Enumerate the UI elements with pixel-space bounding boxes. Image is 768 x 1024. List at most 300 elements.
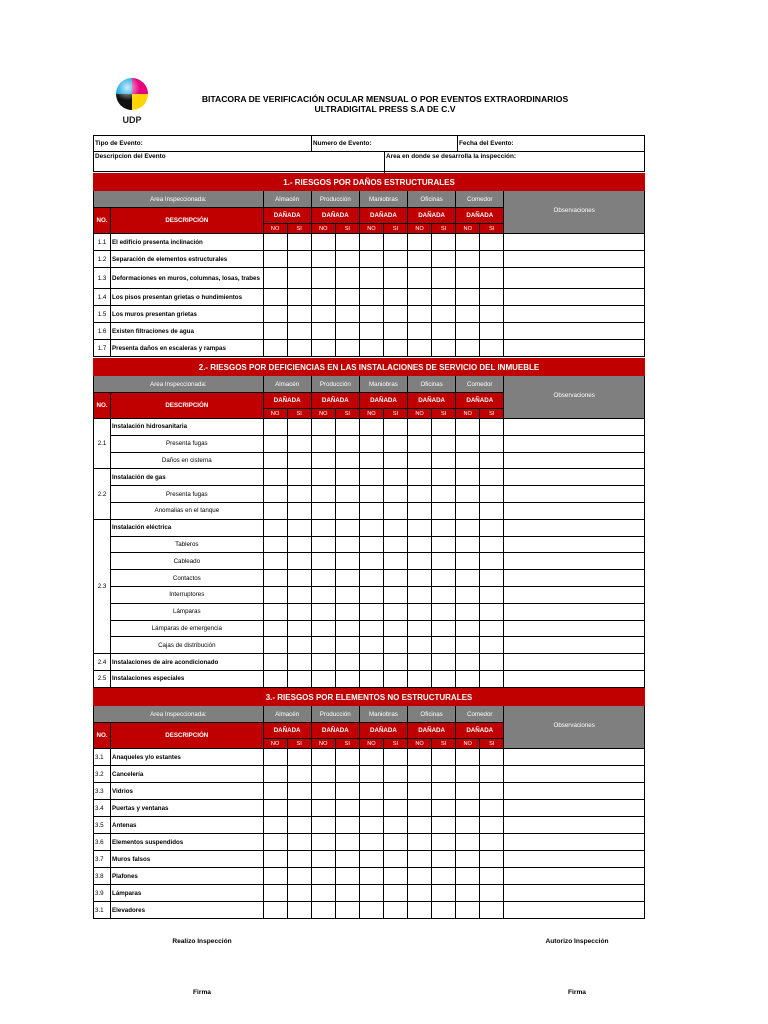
checkbox-cell-1-3-no[interactable] — [408, 570, 432, 587]
checkbox-cell-2-2-no[interactable] — [359, 902, 383, 919]
checkbox-cell-2-2-si[interactable] — [383, 834, 407, 851]
checkbox-cell-1-0-si[interactable] — [287, 603, 311, 620]
checkbox-cell-2-1-no[interactable] — [311, 902, 335, 919]
checkbox-cell-1-4-no[interactable] — [456, 553, 480, 570]
checkbox-cell-1-4-no[interactable] — [456, 637, 480, 654]
checkbox-cell-1-4-si[interactable] — [480, 553, 504, 570]
checkbox-cell-2-2-si[interactable] — [383, 783, 407, 800]
checkbox-cell-2-4-si[interactable] — [480, 783, 504, 800]
checkbox-cell-1-3-no[interactable] — [408, 536, 432, 553]
checkbox-cell-2-0-no[interactable] — [263, 749, 287, 766]
checkbox-cell-2-3-no[interactable] — [408, 783, 432, 800]
checkbox-cell-2-3-si[interactable] — [432, 851, 456, 868]
checkbox-cell-0-4-si[interactable] — [480, 340, 504, 357]
checkbox-cell-1-3-si[interactable] — [432, 654, 456, 671]
checkbox-cell-1-0-si[interactable] — [287, 620, 311, 637]
checkbox-cell-1-0-no[interactable] — [263, 519, 287, 536]
observations-cell[interactable] — [504, 234, 645, 251]
observations-cell[interactable] — [504, 670, 645, 687]
observations-cell[interactable] — [504, 435, 645, 452]
checkbox-cell-1-3-si[interactable] — [432, 670, 456, 687]
checkbox-cell-0-2-no[interactable] — [359, 251, 383, 268]
checkbox-cell-1-3-si[interactable] — [432, 586, 456, 603]
checkbox-cell-2-4-no[interactable] — [456, 783, 480, 800]
checkbox-cell-2-1-si[interactable] — [335, 885, 359, 902]
checkbox-cell-1-4-no[interactable] — [456, 419, 480, 436]
checkbox-cell-1-4-no[interactable] — [456, 670, 480, 687]
checkbox-cell-1-0-no[interactable] — [263, 586, 287, 603]
event-description-label[interactable]: Descripcion del Evento — [95, 153, 166, 160]
checkbox-cell-0-3-no[interactable] — [408, 251, 432, 268]
checkbox-cell-0-3-si[interactable] — [432, 268, 456, 289]
checkbox-cell-2-3-no[interactable] — [408, 817, 432, 834]
checkbox-cell-0-2-no[interactable] — [359, 268, 383, 289]
checkbox-cell-1-4-no[interactable] — [456, 486, 480, 503]
checkbox-cell-1-1-no[interactable] — [311, 486, 335, 503]
checkbox-cell-1-4-si[interactable] — [480, 586, 504, 603]
checkbox-cell-1-4-si[interactable] — [480, 637, 504, 654]
checkbox-cell-0-2-si[interactable] — [383, 251, 407, 268]
observations-cell[interactable] — [504, 851, 645, 868]
checkbox-cell-1-1-no[interactable] — [311, 620, 335, 637]
checkbox-cell-1-0-si[interactable] — [287, 486, 311, 503]
checkbox-cell-1-4-no[interactable] — [456, 620, 480, 637]
checkbox-cell-2-4-no[interactable] — [456, 868, 480, 885]
observations-cell[interactable] — [504, 834, 645, 851]
checkbox-cell-1-0-no[interactable] — [263, 536, 287, 553]
observations-cell[interactable] — [504, 885, 645, 902]
checkbox-cell-0-1-si[interactable] — [335, 323, 359, 340]
checkbox-cell-1-2-no[interactable] — [359, 486, 383, 503]
observations-cell[interactable] — [504, 469, 645, 486]
checkbox-cell-2-1-no[interactable] — [311, 749, 335, 766]
checkbox-cell-1-1-no[interactable] — [311, 570, 335, 587]
checkbox-cell-1-1-si[interactable] — [335, 553, 359, 570]
checkbox-cell-0-3-no[interactable] — [408, 306, 432, 323]
checkbox-cell-1-3-no[interactable] — [408, 435, 432, 452]
checkbox-cell-0-2-no[interactable] — [359, 306, 383, 323]
observations-cell[interactable] — [504, 323, 645, 340]
checkbox-cell-1-0-no[interactable] — [263, 620, 287, 637]
checkbox-cell-2-4-si[interactable] — [480, 834, 504, 851]
checkbox-cell-0-0-si[interactable] — [287, 323, 311, 340]
observations-cell[interactable] — [504, 553, 645, 570]
checkbox-cell-1-2-si[interactable] — [383, 419, 407, 436]
checkbox-cell-1-2-no[interactable] — [359, 502, 383, 519]
observations-cell[interactable] — [504, 536, 645, 553]
checkbox-cell-1-2-si[interactable] — [383, 502, 407, 519]
checkbox-cell-2-2-no[interactable] — [359, 749, 383, 766]
checkbox-cell-1-1-si[interactable] — [335, 519, 359, 536]
checkbox-cell-1-2-si[interactable] — [383, 570, 407, 587]
checkbox-cell-2-0-no[interactable] — [263, 868, 287, 885]
checkbox-cell-1-0-si[interactable] — [287, 637, 311, 654]
checkbox-cell-0-1-no[interactable] — [311, 289, 335, 306]
checkbox-cell-1-1-si[interactable] — [335, 654, 359, 671]
checkbox-cell-1-2-si[interactable] — [383, 435, 407, 452]
observations-cell[interactable] — [504, 620, 645, 637]
checkbox-cell-2-1-no[interactable] — [311, 868, 335, 885]
checkbox-cell-2-1-no[interactable] — [311, 817, 335, 834]
checkbox-cell-1-2-no[interactable] — [359, 586, 383, 603]
checkbox-cell-1-3-no[interactable] — [408, 586, 432, 603]
checkbox-cell-0-4-si[interactable] — [480, 234, 504, 251]
checkbox-cell-0-0-no[interactable] — [263, 340, 287, 357]
checkbox-cell-1-1-si[interactable] — [335, 435, 359, 452]
checkbox-cell-2-3-no[interactable] — [408, 834, 432, 851]
checkbox-cell-0-4-no[interactable] — [456, 251, 480, 268]
checkbox-cell-2-0-no[interactable] — [263, 902, 287, 919]
checkbox-cell-0-3-si[interactable] — [432, 289, 456, 306]
checkbox-cell-1-1-no[interactable] — [311, 519, 335, 536]
checkbox-cell-1-0-no[interactable] — [263, 486, 287, 503]
checkbox-cell-0-1-no[interactable] — [311, 251, 335, 268]
checkbox-cell-0-1-no[interactable] — [311, 306, 335, 323]
checkbox-cell-2-2-si[interactable] — [383, 902, 407, 919]
checkbox-cell-0-4-si[interactable] — [480, 251, 504, 268]
checkbox-cell-2-1-no[interactable] — [311, 766, 335, 783]
checkbox-cell-1-3-no[interactable] — [408, 603, 432, 620]
checkbox-cell-1-3-no[interactable] — [408, 452, 432, 469]
checkbox-cell-1-4-no[interactable] — [456, 502, 480, 519]
checkbox-cell-1-4-no[interactable] — [456, 586, 480, 603]
checkbox-cell-0-4-no[interactable] — [456, 234, 480, 251]
event-type-label[interactable]: Tipo de Evento: — [95, 140, 143, 147]
checkbox-cell-1-2-si[interactable] — [383, 654, 407, 671]
checkbox-cell-0-1-si[interactable] — [335, 289, 359, 306]
checkbox-cell-0-2-si[interactable] — [383, 340, 407, 357]
checkbox-cell-2-2-no[interactable] — [359, 766, 383, 783]
checkbox-cell-2-0-si[interactable] — [287, 800, 311, 817]
checkbox-cell-2-3-no[interactable] — [408, 868, 432, 885]
checkbox-cell-2-3-si[interactable] — [432, 817, 456, 834]
checkbox-cell-0-2-si[interactable] — [383, 306, 407, 323]
checkbox-cell-1-1-si[interactable] — [335, 637, 359, 654]
checkbox-cell-1-2-si[interactable] — [383, 620, 407, 637]
checkbox-cell-2-0-si[interactable] — [287, 834, 311, 851]
checkbox-cell-0-3-no[interactable] — [408, 340, 432, 357]
checkbox-cell-2-2-si[interactable] — [383, 817, 407, 834]
observations-cell[interactable] — [504, 251, 645, 268]
checkbox-cell-1-3-si[interactable] — [432, 570, 456, 587]
checkbox-cell-2-1-no[interactable] — [311, 834, 335, 851]
checkbox-cell-1-1-si[interactable] — [335, 502, 359, 519]
checkbox-cell-2-3-no[interactable] — [408, 766, 432, 783]
observations-cell[interactable] — [504, 340, 645, 357]
checkbox-cell-1-1-si[interactable] — [335, 469, 359, 486]
checkbox-cell-0-4-no[interactable] — [456, 306, 480, 323]
checkbox-cell-1-0-no[interactable] — [263, 469, 287, 486]
checkbox-cell-1-3-si[interactable] — [432, 452, 456, 469]
observations-cell[interactable] — [504, 586, 645, 603]
checkbox-cell-0-0-no[interactable] — [263, 234, 287, 251]
checkbox-cell-0-0-no[interactable] — [263, 251, 287, 268]
checkbox-cell-1-4-no[interactable] — [456, 654, 480, 671]
checkbox-cell-2-2-no[interactable] — [359, 851, 383, 868]
checkbox-cell-0-1-si[interactable] — [335, 340, 359, 357]
checkbox-cell-0-0-si[interactable] — [287, 340, 311, 357]
checkbox-cell-2-2-si[interactable] — [383, 800, 407, 817]
checkbox-cell-2-1-no[interactable] — [311, 851, 335, 868]
checkbox-cell-1-3-si[interactable] — [432, 486, 456, 503]
checkbox-cell-1-2-no[interactable] — [359, 435, 383, 452]
checkbox-cell-1-2-no[interactable] — [359, 620, 383, 637]
checkbox-cell-1-0-si[interactable] — [287, 536, 311, 553]
checkbox-cell-0-2-no[interactable] — [359, 323, 383, 340]
checkbox-cell-1-3-si[interactable] — [432, 536, 456, 553]
checkbox-cell-2-1-no[interactable] — [311, 885, 335, 902]
observations-cell[interactable] — [504, 519, 645, 536]
checkbox-cell-1-1-no[interactable] — [311, 502, 335, 519]
checkbox-cell-2-4-si[interactable] — [480, 800, 504, 817]
checkbox-cell-2-3-no[interactable] — [408, 851, 432, 868]
checkbox-cell-0-1-si[interactable] — [335, 306, 359, 323]
checkbox-cell-1-2-no[interactable] — [359, 637, 383, 654]
checkbox-cell-2-3-no[interactable] — [408, 749, 432, 766]
checkbox-cell-1-0-no[interactable] — [263, 553, 287, 570]
checkbox-cell-1-2-no[interactable] — [359, 670, 383, 687]
checkbox-cell-1-4-si[interactable] — [480, 502, 504, 519]
checkbox-cell-2-2-si[interactable] — [383, 749, 407, 766]
observations-cell[interactable] — [504, 306, 645, 323]
checkbox-cell-1-4-si[interactable] — [480, 469, 504, 486]
checkbox-cell-2-4-si[interactable] — [480, 885, 504, 902]
checkbox-cell-2-3-si[interactable] — [432, 766, 456, 783]
observations-cell[interactable] — [504, 289, 645, 306]
checkbox-cell-1-0-si[interactable] — [287, 670, 311, 687]
checkbox-cell-1-1-no[interactable] — [311, 670, 335, 687]
observations-cell[interactable] — [504, 603, 645, 620]
checkbox-cell-1-3-no[interactable] — [408, 419, 432, 436]
checkbox-cell-2-1-no[interactable] — [311, 783, 335, 800]
checkbox-cell-1-4-si[interactable] — [480, 570, 504, 587]
event-number-label[interactable]: Numero de Evento: — [313, 140, 372, 147]
checkbox-cell-0-4-si[interactable] — [480, 306, 504, 323]
checkbox-cell-1-2-si[interactable] — [383, 452, 407, 469]
checkbox-cell-1-2-si[interactable] — [383, 670, 407, 687]
checkbox-cell-1-2-si[interactable] — [383, 553, 407, 570]
checkbox-cell-1-1-no[interactable] — [311, 469, 335, 486]
checkbox-cell-2-0-no[interactable] — [263, 766, 287, 783]
checkbox-cell-2-1-si[interactable] — [335, 800, 359, 817]
checkbox-cell-1-3-si[interactable] — [432, 419, 456, 436]
checkbox-cell-2-2-si[interactable] — [383, 868, 407, 885]
checkbox-cell-2-4-no[interactable] — [456, 800, 480, 817]
checkbox-cell-1-2-si[interactable] — [383, 519, 407, 536]
checkbox-cell-2-2-si[interactable] — [383, 766, 407, 783]
checkbox-cell-0-2-no[interactable] — [359, 340, 383, 357]
checkbox-cell-1-3-si[interactable] — [432, 469, 456, 486]
observations-cell[interactable] — [504, 637, 645, 654]
observations-cell[interactable] — [504, 783, 645, 800]
checkbox-cell-1-0-si[interactable] — [287, 435, 311, 452]
observations-cell[interactable] — [504, 902, 645, 919]
checkbox-cell-0-1-no[interactable] — [311, 234, 335, 251]
checkbox-cell-1-2-si[interactable] — [383, 637, 407, 654]
checkbox-cell-1-2-si[interactable] — [383, 469, 407, 486]
checkbox-cell-2-2-no[interactable] — [359, 783, 383, 800]
checkbox-cell-0-1-si[interactable] — [335, 268, 359, 289]
checkbox-cell-2-1-si[interactable] — [335, 766, 359, 783]
checkbox-cell-1-0-si[interactable] — [287, 419, 311, 436]
checkbox-cell-2-3-si[interactable] — [432, 834, 456, 851]
checkbox-cell-1-2-si[interactable] — [383, 586, 407, 603]
checkbox-cell-1-4-si[interactable] — [480, 435, 504, 452]
checkbox-cell-1-1-no[interactable] — [311, 603, 335, 620]
checkbox-cell-2-3-si[interactable] — [432, 902, 456, 919]
checkbox-cell-1-2-si[interactable] — [383, 603, 407, 620]
checkbox-cell-1-4-si[interactable] — [480, 536, 504, 553]
checkbox-cell-1-0-si[interactable] — [287, 469, 311, 486]
checkbox-cell-2-2-no[interactable] — [359, 800, 383, 817]
performed-by-signature-label[interactable]: Firma — [193, 989, 211, 996]
checkbox-cell-0-4-no[interactable] — [456, 340, 480, 357]
checkbox-cell-1-2-no[interactable] — [359, 519, 383, 536]
checkbox-cell-2-4-si[interactable] — [480, 749, 504, 766]
checkbox-cell-1-2-si[interactable] — [383, 536, 407, 553]
checkbox-cell-0-0-si[interactable] — [287, 268, 311, 289]
checkbox-cell-2-1-si[interactable] — [335, 834, 359, 851]
checkbox-cell-1-4-no[interactable] — [456, 570, 480, 587]
checkbox-cell-1-1-si[interactable] — [335, 486, 359, 503]
observations-cell[interactable] — [504, 654, 645, 671]
checkbox-cell-1-4-si[interactable] — [480, 519, 504, 536]
checkbox-cell-0-0-no[interactable] — [263, 306, 287, 323]
event-area-label[interactable]: Area en donde se desarrolla la inspección: — [386, 153, 516, 160]
checkbox-cell-2-0-si[interactable] — [287, 851, 311, 868]
checkbox-cell-1-2-no[interactable] — [359, 419, 383, 436]
checkbox-cell-2-4-no[interactable] — [456, 766, 480, 783]
checkbox-cell-2-0-si[interactable] — [287, 817, 311, 834]
checkbox-cell-0-3-si[interactable] — [432, 234, 456, 251]
checkbox-cell-0-4-si[interactable] — [480, 289, 504, 306]
checkbox-cell-1-2-no[interactable] — [359, 553, 383, 570]
checkbox-cell-1-3-no[interactable] — [408, 654, 432, 671]
checkbox-cell-2-4-no[interactable] — [456, 851, 480, 868]
checkbox-cell-2-4-si[interactable] — [480, 851, 504, 868]
checkbox-cell-1-2-no[interactable] — [359, 654, 383, 671]
checkbox-cell-2-1-si[interactable] — [335, 817, 359, 834]
checkbox-cell-1-4-si[interactable] — [480, 670, 504, 687]
checkbox-cell-1-0-no[interactable] — [263, 603, 287, 620]
checkbox-cell-1-1-si[interactable] — [335, 452, 359, 469]
checkbox-cell-2-3-no[interactable] — [408, 902, 432, 919]
checkbox-cell-2-1-no[interactable] — [311, 800, 335, 817]
checkbox-cell-1-3-no[interactable] — [408, 670, 432, 687]
checkbox-cell-2-2-no[interactable] — [359, 868, 383, 885]
checkbox-cell-2-2-no[interactable] — [359, 817, 383, 834]
checkbox-cell-2-0-si[interactable] — [287, 783, 311, 800]
checkbox-cell-1-4-si[interactable] — [480, 603, 504, 620]
checkbox-cell-2-2-si[interactable] — [383, 851, 407, 868]
checkbox-cell-1-0-no[interactable] — [263, 419, 287, 436]
checkbox-cell-1-3-no[interactable] — [408, 502, 432, 519]
observations-cell[interactable] — [504, 268, 645, 289]
checkbox-cell-1-1-no[interactable] — [311, 419, 335, 436]
checkbox-cell-2-0-no[interactable] — [263, 783, 287, 800]
checkbox-cell-1-0-no[interactable] — [263, 654, 287, 671]
checkbox-cell-2-3-si[interactable] — [432, 749, 456, 766]
checkbox-cell-1-3-no[interactable] — [408, 486, 432, 503]
checkbox-cell-1-2-no[interactable] — [359, 603, 383, 620]
checkbox-cell-1-3-no[interactable] — [408, 637, 432, 654]
checkbox-cell-0-1-si[interactable] — [335, 234, 359, 251]
checkbox-cell-0-2-no[interactable] — [359, 234, 383, 251]
checkbox-cell-1-2-no[interactable] — [359, 570, 383, 587]
checkbox-cell-1-1-si[interactable] — [335, 620, 359, 637]
checkbox-cell-0-4-si[interactable] — [480, 268, 504, 289]
observations-cell[interactable] — [504, 817, 645, 834]
checkbox-cell-2-3-si[interactable] — [432, 868, 456, 885]
checkbox-cell-2-0-si[interactable] — [287, 868, 311, 885]
checkbox-cell-1-4-si[interactable] — [480, 452, 504, 469]
observations-cell[interactable] — [504, 452, 645, 469]
checkbox-cell-1-1-no[interactable] — [311, 654, 335, 671]
observations-cell[interactable] — [504, 486, 645, 503]
checkbox-cell-2-4-si[interactable] — [480, 817, 504, 834]
checkbox-cell-1-1-si[interactable] — [335, 536, 359, 553]
checkbox-cell-1-3-no[interactable] — [408, 469, 432, 486]
checkbox-cell-2-1-si[interactable] — [335, 783, 359, 800]
checkbox-cell-2-1-si[interactable] — [335, 868, 359, 885]
checkbox-cell-0-0-si[interactable] — [287, 234, 311, 251]
checkbox-cell-1-3-si[interactable] — [432, 620, 456, 637]
checkbox-cell-0-2-si[interactable] — [383, 234, 407, 251]
checkbox-cell-2-3-si[interactable] — [432, 783, 456, 800]
checkbox-cell-0-3-no[interactable] — [408, 268, 432, 289]
checkbox-cell-0-1-no[interactable] — [311, 323, 335, 340]
checkbox-cell-1-4-no[interactable] — [456, 452, 480, 469]
checkbox-cell-1-4-no[interactable] — [456, 469, 480, 486]
checkbox-cell-1-0-si[interactable] — [287, 586, 311, 603]
checkbox-cell-2-0-no[interactable] — [263, 800, 287, 817]
checkbox-cell-2-1-si[interactable] — [335, 902, 359, 919]
observations-cell[interactable] — [504, 800, 645, 817]
checkbox-cell-0-1-no[interactable] — [311, 268, 335, 289]
checkbox-cell-1-3-si[interactable] — [432, 553, 456, 570]
observations-cell[interactable] — [504, 868, 645, 885]
checkbox-cell-0-2-si[interactable] — [383, 289, 407, 306]
checkbox-cell-2-3-no[interactable] — [408, 800, 432, 817]
observations-cell[interactable] — [504, 749, 645, 766]
checkbox-cell-2-0-si[interactable] — [287, 902, 311, 919]
checkbox-cell-2-4-si[interactable] — [480, 902, 504, 919]
checkbox-cell-1-0-no[interactable] — [263, 502, 287, 519]
checkbox-cell-1-4-si[interactable] — [480, 419, 504, 436]
checkbox-cell-0-3-si[interactable] — [432, 306, 456, 323]
checkbox-cell-0-4-si[interactable] — [480, 323, 504, 340]
checkbox-cell-1-4-no[interactable] — [456, 603, 480, 620]
checkbox-cell-1-3-no[interactable] — [408, 553, 432, 570]
checkbox-cell-2-4-si[interactable] — [480, 868, 504, 885]
checkbox-cell-2-0-si[interactable] — [287, 749, 311, 766]
observations-cell[interactable] — [504, 766, 645, 783]
checkbox-cell-1-1-no[interactable] — [311, 586, 335, 603]
checkbox-cell-2-4-no[interactable] — [456, 902, 480, 919]
checkbox-cell-2-1-si[interactable] — [335, 851, 359, 868]
event-date-label[interactable]: Fecha del Evento: — [459, 140, 514, 147]
checkbox-cell-2-4-no[interactable] — [456, 817, 480, 834]
checkbox-cell-1-0-no[interactable] — [263, 435, 287, 452]
checkbox-cell-0-3-si[interactable] — [432, 251, 456, 268]
checkbox-cell-1-0-si[interactable] — [287, 654, 311, 671]
checkbox-cell-2-4-no[interactable] — [456, 885, 480, 902]
checkbox-cell-1-1-no[interactable] — [311, 536, 335, 553]
checkbox-cell-1-4-no[interactable] — [456, 536, 480, 553]
checkbox-cell-1-2-si[interactable] — [383, 486, 407, 503]
checkbox-cell-2-3-no[interactable] — [408, 885, 432, 902]
checkbox-cell-0-3-si[interactable] — [432, 340, 456, 357]
